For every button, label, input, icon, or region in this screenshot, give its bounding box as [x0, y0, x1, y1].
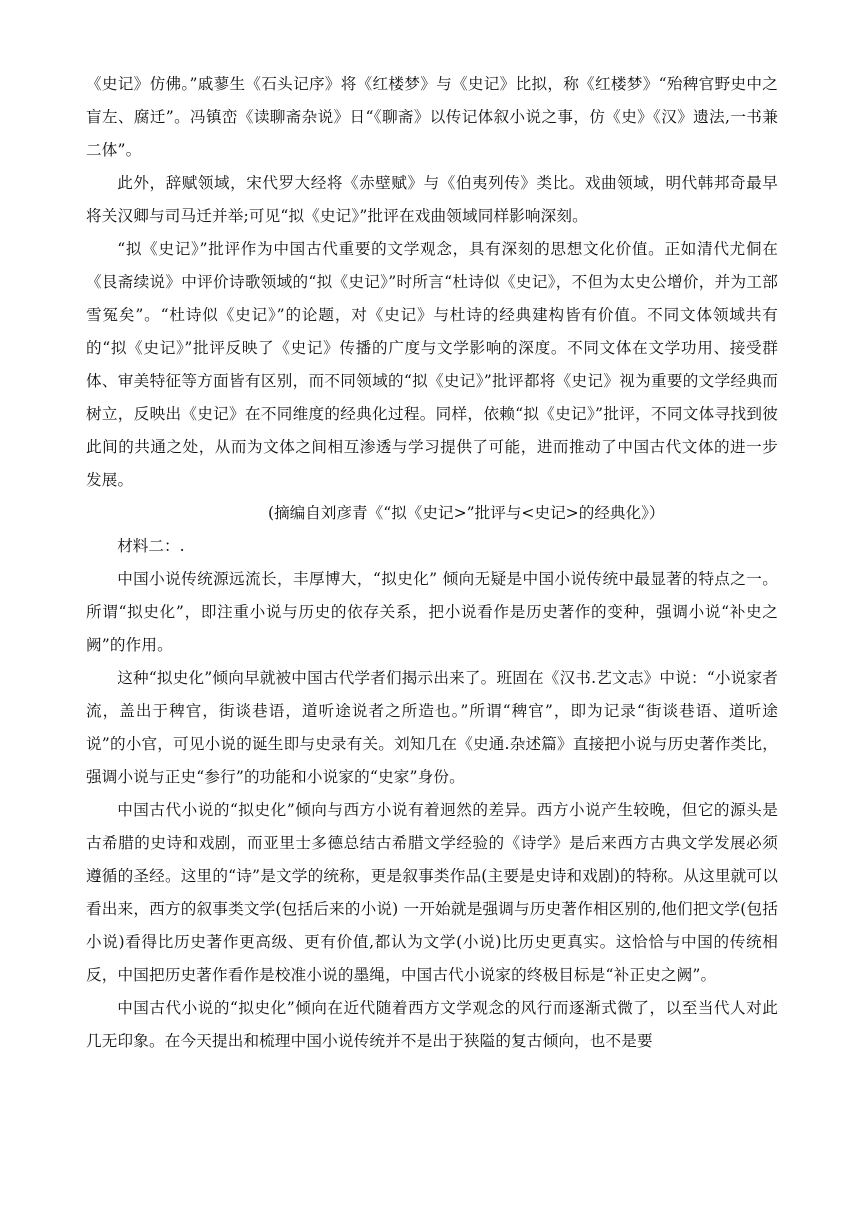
paragraph-novel-tradition: 中国小说传统源远流长，丰厚博大，“拟史化” 倾向无疑是中国小说传统中最显著的特点之一。所谓“拟史化”，即注重小说与历史的依存关系，把小说看作是历史著作的变种，强调小说“补史之阙”的作用。 [86, 570, 778, 654]
paragraph-fu-drama: 此外，辞赋领域，宋代罗大经将《赤壁赋》与《伯夷列传》类比。戏曲领域，明代韩邦奇最早将关汉卿与司马迁并举;可见“拟《史记》”批评在戏曲领域同样影响深刻。 [86, 174, 778, 225]
paragraph-west-comparison: 中国古代小说的“拟史化”倾向与西方小说有着迥然的差异。西方小说产生较晚，但它的源头是古希腊的史诗和戏剧，而亚里士多德总结古希腊文学经验的《诗学》是后来西方古典文学发展必须遵循的圣经。这里的“诗”是文学的统称，更是叙事类作品(主要是史诗和戏剧)的特称。从这里就可以看出来，西方的叙事类文学(包括后来的小说) 一开始就是强调与历史著作相区别的,他们把文学(包括小说)看得比历史著作更高级、更有价值,都认为文学(小说)比历史更真实。这恰恰与中国的传统相反，中国把历史著作看作是校准小说的墨绳，中国古代小说家的终极目标是“补正史之阙”。 [86, 801, 778, 984]
paragraph-continuation: 《史记》仿佛。”戚蓼生《石头记序》将《红楼梦》与《史记》比拟，称《红楼梦》“殆稗官野史中之盲左、腐迁”。冯镇峦《读聊斋杂说》日“《聊斋》以传记体叙小说之事，仿《史》《汉》遗法,一书兼二体”。 [86, 75, 778, 159]
paragraph-modern-decline: 中国古代小说的“拟史化”倾向在近代随着西方文学观念的风行而逐渐式微了，以至当代人对此几无印象。在今天提出和梳理中国小说传统并不是出于狭隘的复古倾向，也不是要 [86, 999, 778, 1050]
paragraph-value: “拟《史记》”批评作为中国古代重要的文学观念，具有深刻的思想文化价值。正如清代尤侗在《艮斋续说》中评价诗歌领域的“拟《史记》”时所言“杜诗似《史记》，不但为太史公增价，并为工部雪冤矣”。“杜诗似《史记》”的论题，对《史记》与杜诗的经典建构皆有价值。不同文体领域共有的“拟《史记》”批评反映了《史记》传播的广度与文学影响的深度。不同文体在文学功用、接受群体、审美特征等方面皆有区别，而不同领域的“拟《史记》”批评都将《史记》视为重要的文学经典而树立，反映出《史记》在不同维度的经典化过程。同样，依赖“拟《史记》”批评，不同文体寻找到彼此间的共通之处，从而为文体之间相互渗透与学习提供了可能，进而推动了中国古代文体的进一步发展。 [86, 240, 778, 489]
document-page [86, 68, 778, 1058]
paragraph-ancient-scholars: 这种“拟史化”倾向早就被中国古代学者们揭示出来了。班固在《汉书.艺文志》中说：“小说家者流，盖出于稗官，街谈巷语，道听途说者之所造也。”所谓“稗官”，即为记录“街谈巷语、道听途说”的小官，可见小说的诞生即与史录有关。刘知几在《史通.杂述篇》直接把小说与历史著作类比，强调小说与正史“参行”的功能和小说家的“史家”身份。 [86, 669, 778, 786]
source-citation: (摘编自刘彦青《“拟《史记>”批评与<史记>的经典化》） [268, 504, 665, 522]
material-two-label: 材料二：. [117, 537, 185, 555]
